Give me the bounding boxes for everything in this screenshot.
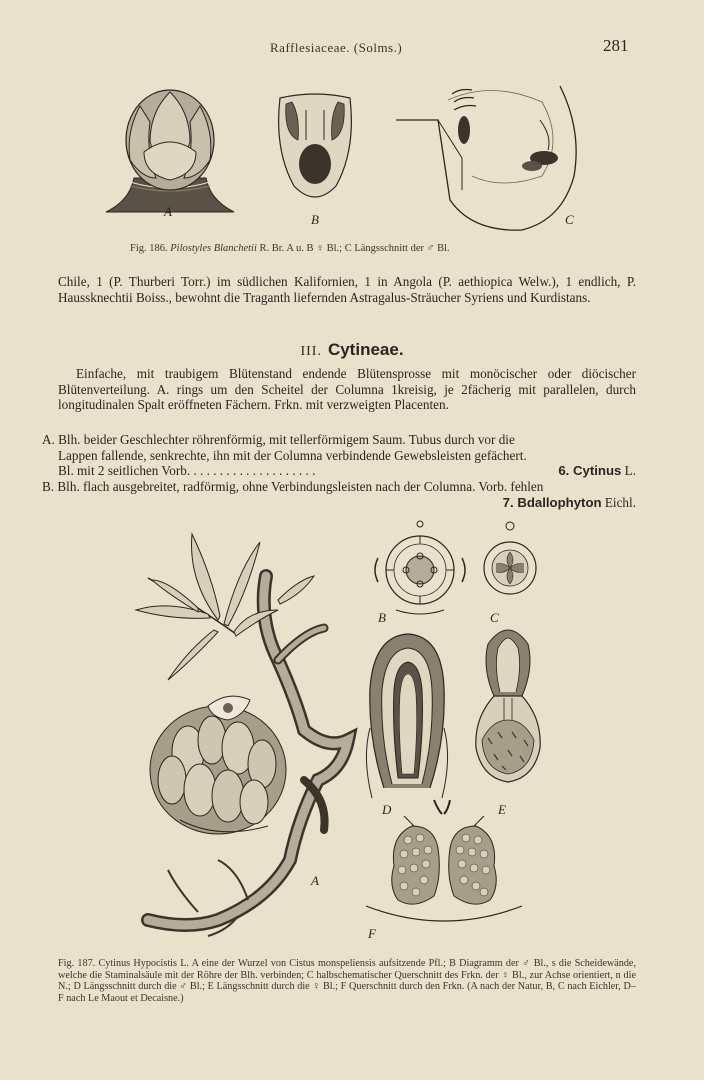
key-b-line-2: 7. Bdallophyton Eichl. [502,495,636,510]
running-head: Rafflesiaceae. (Solms.) [270,40,403,55]
figure-187-label-b: B [378,610,386,625]
paragraph-intro: Einfache, mit traubigem Blütenstand endende Blütensprosse mit monöcischer oder diöcischer Blütenverteilung. A. rings um den Scheitel der Columna 1kreisig, je 2fächerig mit parallelen, durch longitudinalen Spalt eröffneten Fächern. Frkn. mit verzweigten Placenten. [58,366,636,412]
figure-186-label-c: C [565,212,574,227]
key-a-line-3: Bl. mit 2 seitlichen Vorb. . . . . . . . . . . . . . . . . . . . 6. Cytinus L. [58,463,636,478]
key-a-line-2: Lappen fallende, senkrechte, ihn mit der Columna verbindende Gewebsleisten gefächert. [58,448,527,463]
figure-187-label-d: D [382,802,392,817]
figure-186-panel-b [270,90,360,210]
figure-187-panel-d [362,628,452,804]
paragraph-chile: Chile, 1 (P. Thurberi Torr.) im südlichen Kalifornien, 1 in Angola (P. aethiopica Welw.), 1 endlich, P. Haussknechtii Boiss., bewohnt die Traganth liefernden Astragalus-Sträucher Syriens und Kurdistans. [58,274,636,305]
figure-187-caption: Fig. 187. Cytinus Hypocistis L. A eine der Wurzel von Cistus monspeliensis aufsitzende Pfl.; B Diagramm der ♂ Bl., s die Scheidewände, welche die Staminalsäule mit der Röhre der Blh. verbinden; C halbschematischer Querschnitt des Frkn. der ♀ Bl., zur Achse orientiert, n die N.; D Längsschnitt durch die ♂ Bl.; E Längsschnitt durch die ♀ Bl.; F Querschnitt durch den Frkn. (A nach der Natur, B, C nach Eichler, D–F nach Le Maout et Decaisne.) [58,958,636,1004]
figure-187-label-c: C [490,610,499,625]
figure-187-panel-c [478,520,542,600]
figure-187-panel-f [364,796,524,926]
figure-186-label-a: A [164,204,172,219]
figure-187-label-f: F [368,926,376,941]
key-b-line-1: B. Blh. flach ausgebreitet, radförmig, ohne Verbindungsleisten nach der Columna. Vorb. fehlen [42,479,544,494]
figure-186-label-b: B [311,212,319,227]
page-header [0,36,704,62]
page-number: 281 [603,36,629,55]
figure-187-label-e: E [498,802,506,817]
figure-187-panel-a [128,520,368,940]
section-heading: III. Cytineae. [300,340,404,359]
key-a-line-1: A. Blh. beider Geschlechter röhrenförmig, mit tellerförmigem Saum. Tubus durch vor die [42,432,515,447]
figure-186-caption: Fig. 186. Pilostyles Blanchetii R. Br. A u. B ♀ Bl.; C Längsschnitt der ♂ Bl. [130,243,450,254]
figure-186-panel-a [100,82,240,222]
figure-187-panel-e [468,628,548,788]
figure-187-label-a: A [311,873,319,888]
figure-186-panel-c [392,80,582,240]
figure-187-panel-b [372,518,468,618]
